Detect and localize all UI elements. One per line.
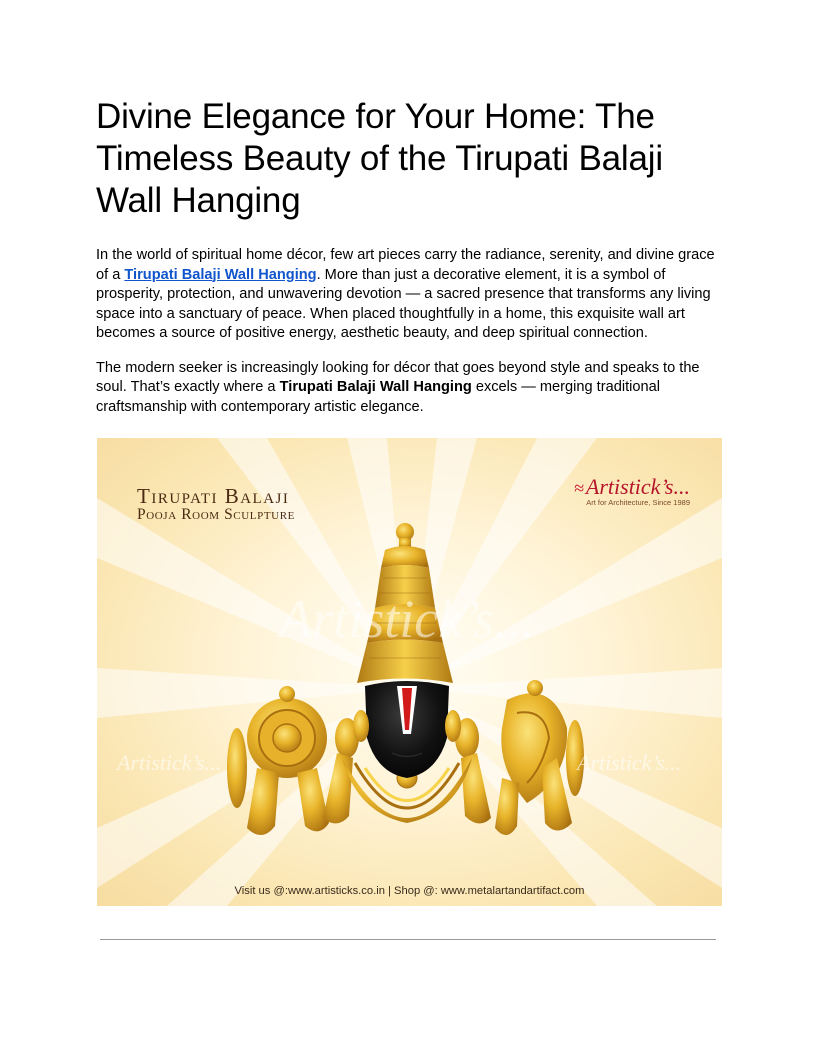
product-name-bold: Tirupati Balaji Wall Hanging [279, 379, 472, 395]
image-footer-urls: Visit us @:www.artisticks.co.in | Shop @: www.metalartandartifact.com [234, 885, 585, 897]
image-watermark-right: Artistick’s... [577, 750, 682, 775]
image-watermark: Artistick’s... [279, 589, 535, 649]
second-paragraph [96, 359, 720, 418]
horizontal-divider [100, 939, 716, 940]
brand-tagline: Art for Architecture, Since 1989 [586, 498, 690, 507]
brand-mark-icon: ≈ [574, 478, 584, 498]
image-title: Tirupati Balaji [137, 484, 290, 508]
intro-paragraph [96, 246, 720, 344]
image-watermark-left: Artistick’s... [117, 750, 222, 775]
intro-text-end: . More than just a decorative element, it is a symbol of prosperity, protection, and unwavering devotion — a sacred presence that transforms any living space into a sanctuary of peace. When placed thoughtfully in a home, this exquisite wall art becomes a source of positive energy, aesthetic beauty, and deep spiritual connection. [96, 266, 711, 341]
second-text-end: excels — merging traditional craftsmanship with contemporary artistic elegance. [96, 379, 660, 415]
document-page [96, 96, 720, 417]
brand-name: Artistick’s... [585, 474, 690, 499]
image-subtitle: Pooja Room Sculpture [137, 506, 295, 523]
second-text-start: The modern seeker is increasingly looking for décor that goes beyond style and speaks to the soul. That’s exactly where a [96, 359, 700, 395]
brand-logo [574, 474, 690, 507]
tirupati-balaji-link[interactable]: Tirupati Balaji Wall Hanging [124, 266, 317, 283]
deity-face [353, 681, 461, 778]
article-title: Divine Elegance for Your Home: The Timeless Beauty of the Tirupati Balaji Wall Hanging [96, 97, 663, 220]
product-image [97, 438, 722, 906]
intro-text-start: In the world of spiritual home décor, few art pieces carry the radiance, serenity, and divine grace of a [96, 247, 715, 283]
